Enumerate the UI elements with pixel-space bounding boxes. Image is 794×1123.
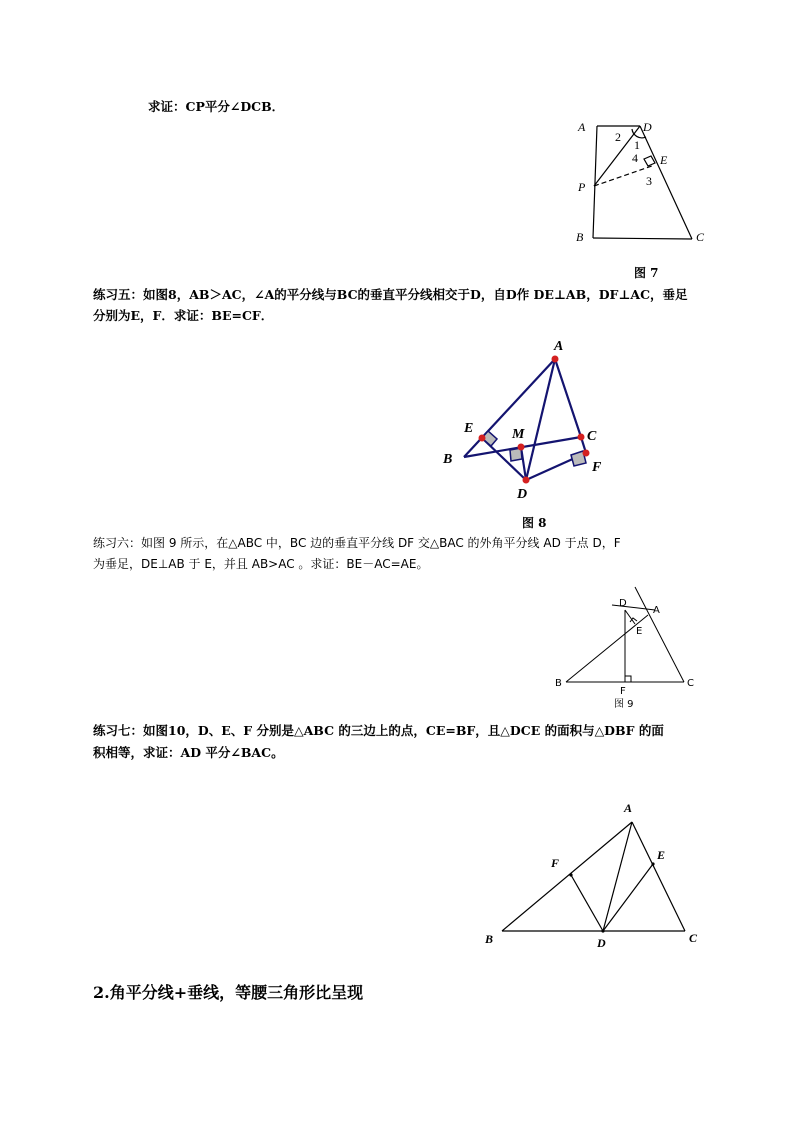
fig10-label-f: F: [551, 856, 560, 870]
fig9-label-a: A: [653, 605, 660, 616]
figure-9-caption: 图 9: [614, 699, 634, 710]
fig9-label-c: C: [687, 678, 694, 689]
fig10-segment-ed: [603, 864, 653, 931]
fig8-label-e: E: [464, 421, 474, 436]
exercise-5-line-2: 分别为E，F．求证：BE=CF．: [93, 308, 274, 323]
fig8-label-m: M: [512, 427, 525, 442]
figure-7-caption: 图 7: [634, 266, 659, 280]
fig10-label-c: C: [689, 931, 698, 945]
fig8-label-c: C: [587, 429, 597, 444]
fig7-label-b: B: [576, 230, 584, 244]
fig10-segment-ad: [603, 822, 632, 931]
fig7-label-d: D: [643, 120, 652, 134]
fig7-label-p: P: [578, 180, 586, 194]
fig9-label-e: E: [636, 626, 643, 637]
fig10-segment-ac: [632, 822, 685, 931]
fig7-label-2: 2: [615, 130, 621, 144]
section-heading: 2.角平分线+垂线，等腰三角形比呈现: [93, 983, 364, 1002]
fig7-label-e: E: [660, 153, 668, 167]
figure-8-caption: 图 8: [522, 516, 547, 530]
exercise-7-line-1: 练习七：如图10，D、E、F 分别是△ABC 的三边上的点，CE=BF，且△DCE 的面积与△DBF 的面: [93, 723, 664, 738]
prove-statement: 求证：CP平分∠DCB．: [148, 99, 285, 114]
fig10-label-a: A: [624, 801, 633, 815]
fig10-segment-ab: [502, 822, 632, 931]
fig10-point-d: [601, 929, 604, 932]
fig10-point-e: [651, 862, 654, 865]
fig9-label-d: D: [619, 598, 627, 609]
fig7-label-a: A: [578, 120, 586, 134]
fig9-label-f: F: [620, 686, 626, 697]
exercise-7-line-2: 积相等，求证：AD 平分∠BAC。: [93, 745, 284, 760]
fig7-label-1: 1: [634, 138, 640, 152]
fig10-label-e: E: [657, 848, 666, 862]
fig8-label-a: A: [554, 339, 564, 354]
fig7-label-4: 4: [632, 151, 638, 165]
fig9-label-b: B: [555, 678, 562, 689]
exercise-5-line-1: 练习五：如图8，AB＞AC，∠A的平分线与BC的垂直平分线相交于D，自D作 DE⊥AB，DF⊥AC，垂足: [93, 287, 688, 302]
fig10-segment-fd: [571, 875, 603, 931]
fig10-label-d: D: [597, 936, 606, 950]
fig8-label-b: B: [443, 452, 453, 467]
fig7-label-c: C: [696, 230, 705, 244]
exercise-6-line-1: 练习六：如图 9 所示，在△ABC 中，BC 边的垂直平分线 DF 交△BAC 的外角平分线 AD 于点 D，F: [93, 536, 621, 550]
exercise-6-line-2: 为垂足，DE⊥AB 于 E，并且 AB>AC 。求证：BE－AC=AE。: [93, 557, 429, 571]
fig8-label-d: D: [517, 487, 528, 502]
fig8-label-f: F: [592, 460, 602, 475]
fig10-point-f: [569, 873, 572, 876]
fig10-label-b: B: [485, 932, 494, 946]
fig7-label-3: 3: [646, 174, 652, 188]
